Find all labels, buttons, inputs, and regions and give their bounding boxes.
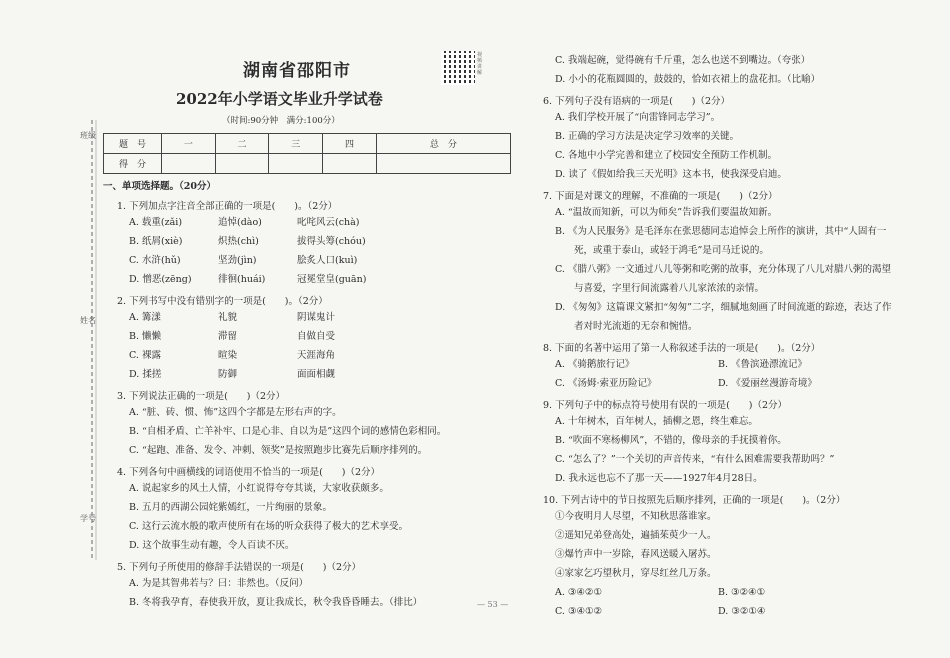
option-text: C. 《汤姆·索亚历险记》 [555, 378, 657, 389]
exam-meta: （时间:90分钟 满分:100分） [222, 116, 340, 126]
option-text: 拔得头筹(chóu) [297, 236, 366, 247]
option-text: C. 我端起碗，觉得碗有千斤重，怎么也送不到嘴边。（夸张） [555, 55, 811, 66]
question-stem: 8. 下面的名著中运用了第一人称叙述手法的一项是( )。（2分） [543, 343, 821, 354]
option-text: D. 揉搓 [129, 369, 162, 380]
option-text: C. 各地中小学完善和建立了校园安全预防工作机制。 [555, 150, 777, 161]
option-text: B. 《为人民服务》是毛泽东在张思德同志追悼会上所作的演讲，其中“人固有一 [555, 226, 887, 237]
option-text: 礼貌 [218, 312, 238, 323]
option-text: A. 说起家乡的风土人情，小红说得夸夸其谈，大家收获颇多。 [129, 483, 389, 494]
option-text: ①今夜明月人尽望，不知秋思落谁家。 [555, 511, 717, 522]
option-text: D. 《匆匆》这篇课文紧扣“匆匆”二字，细腻地刻画了时间流逝的踪迹，表达了作 [555, 302, 892, 313]
score-table-header-row [104, 134, 511, 154]
option-text: 追悼(dào) [218, 217, 262, 228]
option-text: A. ③④②① [555, 587, 602, 598]
question-stem: 7. 下面是对课文的理解，不准确的一项是( )（2分） [543, 191, 778, 202]
margin-class-label: 班级 [80, 131, 96, 140]
option-text: B. 冬将我孕育，春使我开放，夏让我成长，秋令我昏昏睡去。（排比） [129, 597, 423, 608]
option-text: A. 《骑鹅旅行记》 [555, 359, 635, 370]
option-text: D. 这个故事生动有趣，令人百读不厌。 [129, 540, 295, 551]
option-text: C. 水浒(hǔ) [129, 255, 181, 266]
option-text: D. 憎恶(zēng) [129, 274, 192, 285]
question-stem: 3. 下列说法正确的一项是( )（2分） [117, 391, 286, 402]
score-cell: 总 分 [376, 134, 510, 154]
option-text: 脍炙人口(kuì) [297, 255, 358, 266]
option-text: 死，或重于泰山，或轻于鸿毛”是司马迁说的。 [555, 245, 769, 256]
option-text: 徘徊(huái) [218, 274, 266, 285]
score-cell: 得 分 [104, 154, 162, 174]
score-cell: 二 [215, 134, 269, 154]
score-input[interactable] [215, 154, 269, 174]
option-text: 阴谋鬼计 [297, 312, 336, 323]
option-text: A. “温故而知新，可以为师矣”告诉我们要温故知新。 [555, 207, 778, 218]
option-text: A. 为是其智弗若与？曰：非然也。（反问） [129, 578, 309, 589]
question-stem: 1. 下列加点字注音全部正确的一项是( )。（2分） [117, 201, 338, 212]
score-input[interactable] [162, 154, 216, 174]
question-stem: 2. 下列书写中没有错别字的一项是( )。（2分） [117, 296, 328, 307]
question-stem: 4. 下列各句中画横线的词语使用不恰当的一项是( )（2分） [117, 467, 381, 478]
score-cell: 一 [162, 134, 216, 154]
option-text: 坚劲(jìn) [218, 255, 257, 266]
option-text: B. “吹面不寒杨柳风”，不错的，像母亲的手抚摸着你。 [555, 435, 787, 446]
option-text: 炽热(chì) [218, 236, 259, 247]
option-text: C. 《腊八粥》一文通过八儿等粥和吃粥的故事，充分体现了八儿对腊八粥的渴望 [555, 264, 891, 275]
option-text: 冠冕堂皇(guān) [297, 274, 367, 285]
score-input[interactable] [376, 154, 510, 174]
score-input[interactable] [323, 154, 377, 174]
option-text: B. 五月的西湖公园姹紫嫣红，一片绚丽的景象。 [129, 502, 333, 513]
option-text: C. 裸露 [129, 350, 161, 361]
option-text: D. 《爱丽丝漫游奇境》 [718, 378, 817, 389]
exam-subtitle: 2022年小学语文毕业升学试卷 [176, 90, 383, 108]
option-text: ②遥知兄弟登高处，遍插茱萸少一人。 [555, 530, 717, 541]
score-table-score-row [104, 154, 511, 174]
option-text: B. 懒懒 [129, 331, 162, 342]
option-text: 者对时光流逝的无奈和惋惜。 [555, 321, 698, 332]
option-text: C. “起跑、准备、发令、冲刺、领奖”是按照跑步比赛先后顺序排列的。 [129, 445, 428, 456]
option-text: A. “脏、砖、惯、怖”这四个字都是左形右声的字。 [129, 407, 342, 418]
option-text: A. 篝漾 [129, 312, 161, 323]
score-cell: 题 号 [104, 134, 162, 154]
page-number: — 53 — [477, 600, 509, 609]
option-text: D. 读了《假如给我三天光明》这本书，使我深受启迪。 [555, 169, 787, 180]
question-stem: 10. 下列古诗中的节日按照先后顺序排列，正确的一项是( )。（2分） [543, 495, 846, 506]
option-text: 暄染 [218, 350, 238, 361]
option-text: B. 《鲁滨逊漂流记》 [718, 359, 808, 370]
qr-code-icon[interactable] [441, 51, 475, 85]
option-text: 防御 [218, 369, 238, 380]
option-text: ④家家乞巧望秋月，穿尽红丝几万条。 [555, 568, 717, 579]
option-text: C. ③④①② [555, 606, 603, 617]
option-text: B. 纸屑(xiè) [129, 236, 183, 247]
option-text: D. 我永远也忘不了那一天——1927年4月28日。 [555, 473, 763, 484]
option-text: 叱咤风云(chà) [297, 217, 360, 228]
option-text: A. 载重(zǎi) [129, 217, 183, 228]
exam-title: 湖南省邵阳市 [243, 61, 351, 81]
option-text: ③爆竹声中一岁除，春风送暖入屠苏。 [555, 549, 717, 560]
score-table [103, 133, 511, 174]
option-text: B. “自相矛盾、亡羊补牢、口是心非、自以为是”这四个词的感情色彩相同。 [129, 426, 447, 437]
option-text: A. 我们学校开展了“向雷锋同志学习”。 [555, 112, 721, 123]
margin-name-label: 姓名 [80, 316, 96, 325]
option-text: D. 小小的花瓶圆圆的，鼓鼓的，恰如衣裙上的盘花扣。（比喻） [555, 74, 821, 85]
option-text: D. ③②①④ [718, 606, 766, 617]
option-text: C. 这行云流水般的歌声使所有在场的听众获得了极大的艺术享受。 [129, 521, 408, 532]
option-text: 天涯海角 [297, 350, 336, 361]
option-text: C. “怎么了？”一个关切的声音传来，“有什么困难需要我帮助吗？” [555, 454, 835, 465]
score-cell: 三 [269, 134, 323, 154]
option-text: 自做自受 [297, 331, 336, 342]
option-text: A. 十年树木，百年树人，插柳之恩，终生难忘。 [555, 416, 758, 427]
question-stem: 9. 下列句子中的标点符号使用有误的一项是( )（2分） [543, 400, 788, 411]
margin-number-label: 学号 [80, 514, 96, 523]
score-cell: 四 [323, 134, 377, 154]
question-stem: 5. 下列句子所使用的修辞手法错误的一项是( )（2分） [117, 562, 362, 573]
option-text: 滞留 [218, 331, 238, 342]
score-input[interactable] [269, 154, 323, 174]
qr-label: 视频讲解 [477, 52, 483, 76]
question-stem: 6. 下列句子没有语病的一项是( )（2分） [543, 96, 731, 107]
section-heading: 一、单项选择题。（20分） [103, 181, 216, 192]
option-text: B. ③②④① [718, 587, 766, 598]
option-text: 与喜爱，字里行间流露着八儿家浓浓的亲情。 [555, 283, 765, 294]
option-text: 面面相觑 [297, 369, 336, 380]
option-text: B. 正确的学习方法是决定学习效率的关键。 [555, 131, 740, 142]
